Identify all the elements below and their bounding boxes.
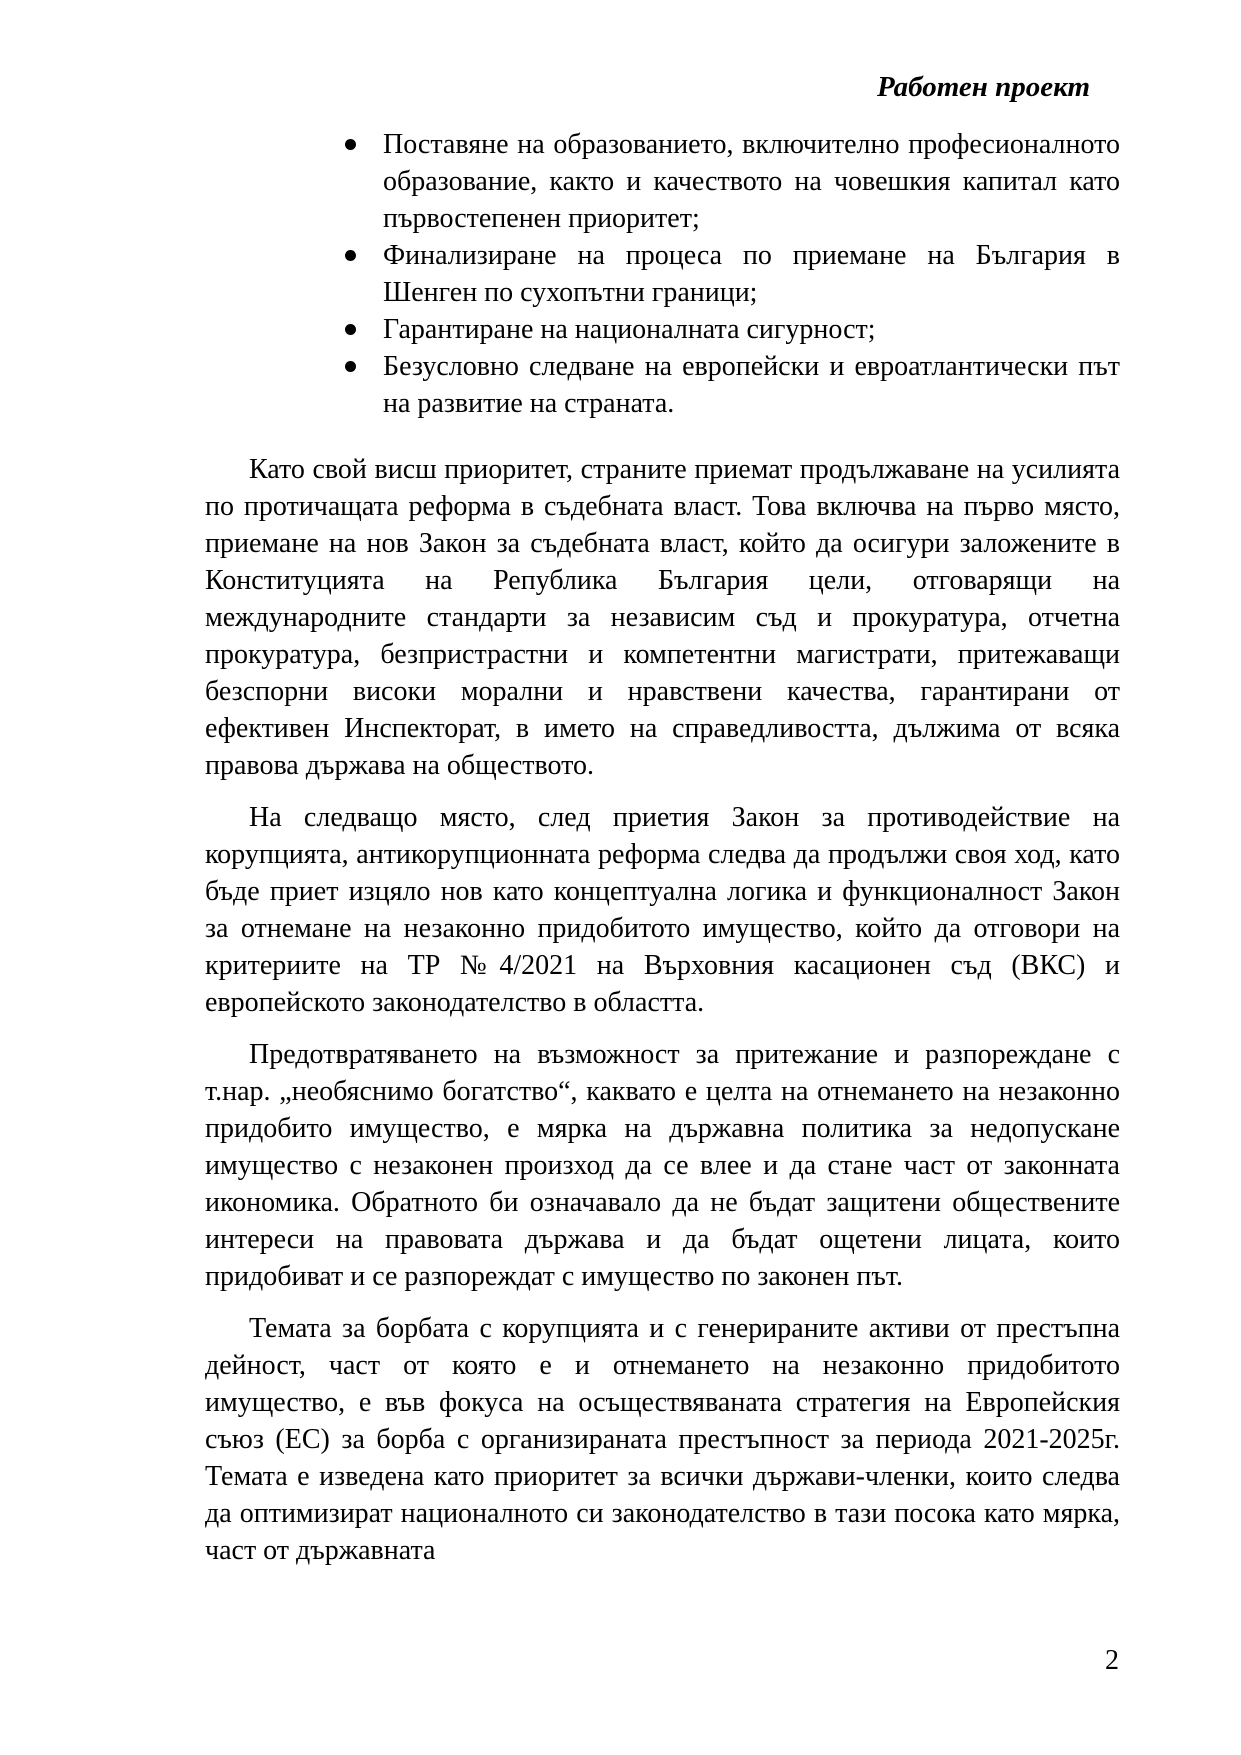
bullet-icon <box>345 139 356 150</box>
list-item <box>343 311 1120 348</box>
paragraph: Като свой висш приоритет, страните приемат продължаване на усилията по протичащата реформа в съдебната власт. Това включва на първо място, приемане на нов Закон за съдебната власт, който да осигури заложените в Конституцията на Република България цели, отговарящи на международните стандарти за независим съд и прокуратура, отчетна прокуратура, безпристрастни и компетентни магистрати, притежаващи безспорни високи морални и нравствени качества, гарантирани от ефективен Инспекторат, в името на справедливостта, дължима от всяка правова държава на обществото. <box>205 454 1120 781</box>
list-item <box>343 126 1120 237</box>
list-item <box>343 348 1120 422</box>
list-item <box>343 237 1120 311</box>
bullet-text: Безусловно следване на европейски и евроатлантически път на развитие на страната. <box>383 351 1120 419</box>
bullet-text: Финализиране на процеса по приемане на България в Шенген по сухопътни граници; <box>383 240 1120 308</box>
bullet-icon <box>345 361 356 372</box>
bullet-icon <box>345 324 356 335</box>
paragraph: Предотвратяването на възможност за притежание и разпореждане с т.нар. „необяснимо богатство“, каквато е целта на отнемането на незаконно придобито имущество, е мярка на държавна политика за недопускане имущество с незаконен произход да се влее и да стане част от законната икономика. Обратното би означавало да не бъдат защитени обществените интереси на правовата държава и да бъдат ощетени лицата, които придобиват и се разпореждат с имущество по законен път. <box>205 1039 1120 1292</box>
page-header: Работен проект <box>877 71 1090 103</box>
bullet-text: Поставяне на образованието, включително професионалното образование, както и качеството на човешкия капитал като първостепенен приоритет; <box>383 129 1120 234</box>
bullet-list <box>205 126 1120 422</box>
paragraph-section <box>205 451 1120 1569</box>
bullet-icon <box>345 250 356 261</box>
bullet-text: Гарантиране на националната сигурност; <box>383 314 876 345</box>
page-number: 2 <box>1105 1645 1119 1676</box>
text-block <box>205 0 1120 1584</box>
paragraph: На следващо място, след приетия Закон за противодействие на корупцията, антикорупционната реформа следва да продължи своя ход, като бъде приет изцяло нов като концептуална логика и функционалност Закон за отнемане на незаконно придобитото имущество, който да отговори на критериите на ТР №4/2021 на Върховния касационен съд (ВКС) и европейското законодателство в областта. <box>205 802 1120 1018</box>
paragraph: Темата за борбата с корупцията и с генерираните активи от престъпна дейност, част от която е и отнемането на незаконно придобитото имущество, е във фокуса на осъществяваната стратегия на Европейския съюз (ЕС) за борба с организираната престъпност за периода 2021-2025г. Темата е изведена като приоритет за всички държави-членки, които следва да оптимизират националното си законодателство в тази посока като мярка, част от държавната <box>205 1313 1120 1566</box>
